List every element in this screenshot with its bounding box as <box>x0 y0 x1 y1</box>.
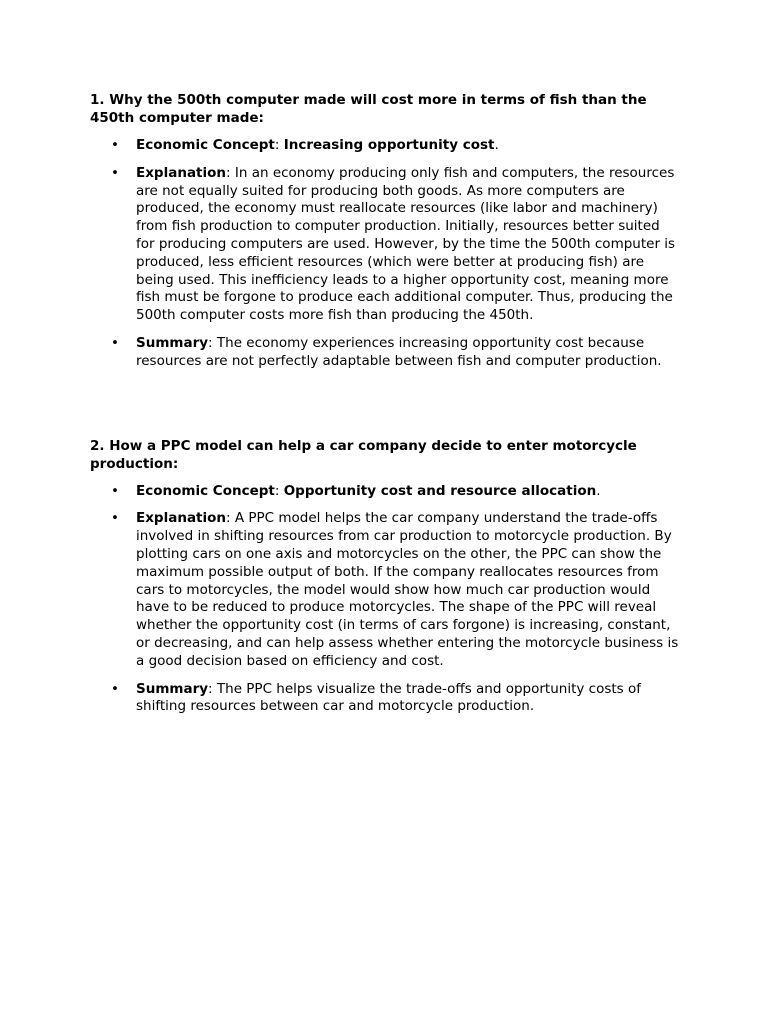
list-item-explanation <box>90 510 682 670</box>
list-item-economic-concept <box>90 483 682 501</box>
bullet-list <box>90 483 682 717</box>
concept-value: Increasing opportunity cost <box>283 137 495 153</box>
section-spacer <box>90 381 682 437</box>
list-item-summary <box>90 335 682 371</box>
explanation-label: Explanation <box>136 164 227 181</box>
section-heading: 1. Why the 500th computer made will cost more in terms of fish than the 450th computer made: <box>90 92 647 126</box>
explanation-text: : A PPC model helps the car company understand the trade-offs involved in shifting resources from car production to motorcycle production. By plotting cars on one axis and motorcycles on the other, the PPC can show the maximum possible output of both. If the company reallocates resources from cars to motorcycles, the model would show how much car production would have to be reduced to produce motorcycles. The shape of the PPC will reveal whether the opportunity cost (in terms of cars forgone) is increasing, constant, or decreasing, and can help assess whether entering the motorcycle business is a good decision based on efficiency and cost. <box>136 510 679 669</box>
list-item-economic-concept <box>90 137 682 155</box>
explanation-text: : In an economy producing only fish and computers, the resources are not equally suited for producing both goods. As more computers are produced, the economy must reallocate resources (like labor and machinery) from fish production to computer production. Initially, resources better suited for producing computers are used. However, by the time the 500th computer is produced, less efficient resources (which were better at producing fish) are being used. This inefficiency leads to a higher opportunity cost, meaning more fish must be forgone to produce each additional computer. Thus, producing the 500th computer costs more fish than producing the 450th. <box>136 164 676 324</box>
bullet-icon: • <box>111 137 119 153</box>
section-heading: 2. How a PPC model can help a car company decide to enter motorcycle production: <box>90 437 637 472</box>
question-section-2 <box>90 437 682 717</box>
bullet-icon: • <box>111 510 119 527</box>
summary-label: Summary <box>136 680 209 697</box>
bullet-icon: • <box>111 334 119 351</box>
summary-label: Summary <box>136 334 209 351</box>
period: . <box>494 137 499 153</box>
colon-separator: : <box>274 137 284 153</box>
bullet-icon: • <box>111 482 119 499</box>
bullet-icon: • <box>111 164 119 181</box>
summary-text: : The PPC helps visualize the trade-offs and opportunity costs of shifting resources between car and motorcycle production. <box>136 680 641 715</box>
list-item-explanation <box>90 165 682 325</box>
question-section-1 <box>90 91 682 371</box>
document-page <box>90 91 682 726</box>
concept-label: Economic Concept <box>136 137 275 153</box>
summary-text: : The economy experiences increasing opportunity cost because resources are not perfectly adaptable between fish and computer production. <box>136 334 662 369</box>
concept-value: Opportunity cost and resource allocation <box>283 482 597 499</box>
period: . <box>596 482 601 499</box>
concept-label: Economic Concept <box>136 482 275 499</box>
bullet-list <box>90 137 682 371</box>
colon-separator: : <box>274 482 284 499</box>
list-item-summary <box>90 681 682 717</box>
bullet-icon: • <box>111 680 119 697</box>
explanation-label: Explanation <box>136 510 227 527</box>
